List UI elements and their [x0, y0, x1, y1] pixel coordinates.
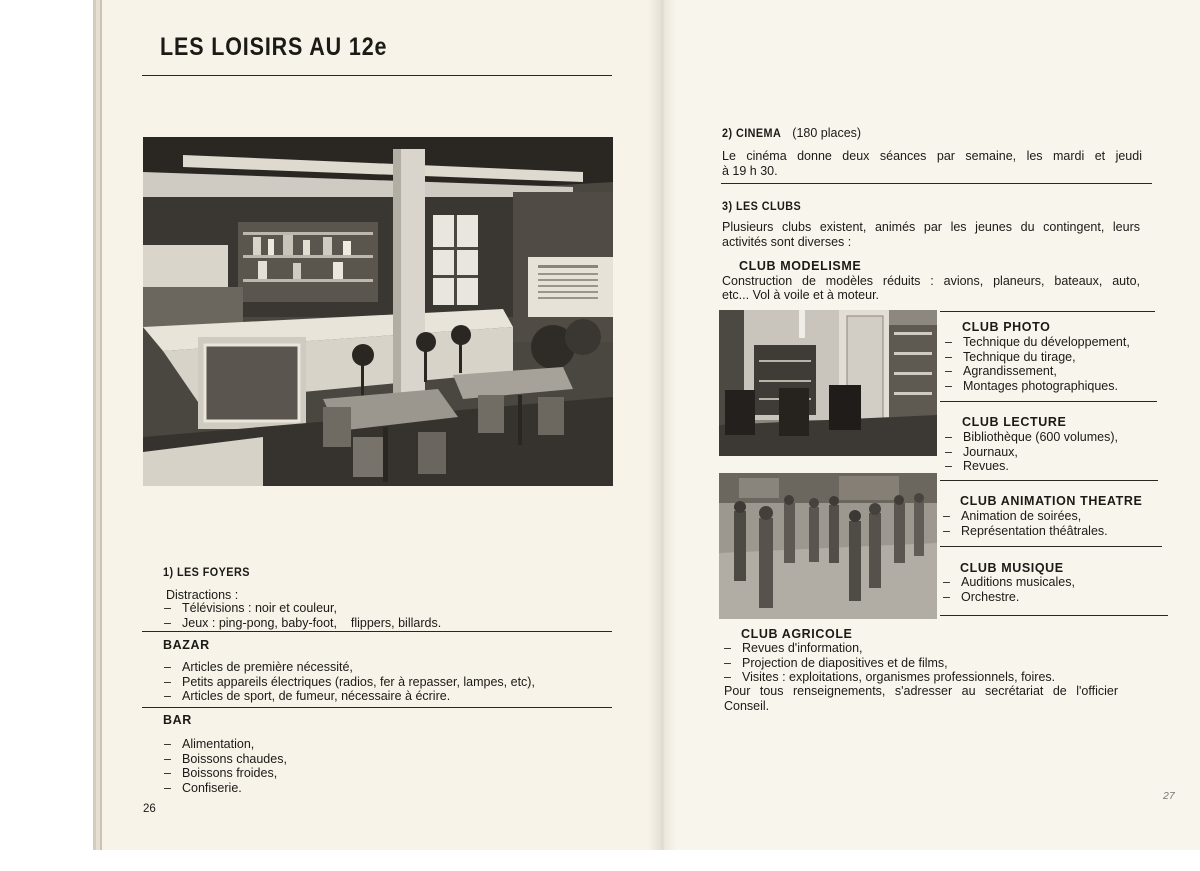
list-item: – Montages photographiques.	[945, 379, 1130, 394]
cinema-heading-line	[722, 124, 861, 142]
list-item: – Bibliothèque (600 volumes),	[945, 430, 1118, 445]
list-item: – Revues.	[945, 459, 1118, 474]
bazar-list	[164, 660, 535, 704]
list-item: – Orchestre.	[943, 590, 1075, 605]
foyers-list	[164, 601, 441, 630]
clubs-intro-line1: Plusieurs clubs existent, animés par les jeunes du contingent, leurs	[722, 220, 1140, 234]
musique-heading: CLUB MUSIQUE	[960, 561, 1064, 575]
modelisme-line1: Construction de modèles réduits : avions, planeurs, bateaux, auto,	[722, 274, 1140, 288]
foyers-intro: Distractions :	[166, 588, 239, 602]
agricole-closing-line2: Conseil.	[724, 699, 770, 713]
list-item: – Confiserie.	[164, 781, 287, 796]
lecture-rule	[940, 480, 1158, 481]
list-item: – Projection de diapositives et de films,	[724, 656, 1055, 671]
list-item: – Revues d'information,	[724, 641, 1055, 656]
foyer-bar-photo	[143, 137, 613, 486]
library-illustration	[719, 310, 937, 456]
list-item: – Visites : exploitations, organismes professionnels, foires.	[724, 670, 1055, 685]
theatre-heading: CLUB ANIMATION THEATRE	[960, 494, 1143, 508]
bazar-heading: BAZAR	[163, 638, 210, 652]
clubs-intro-line2: activités sont diverses :	[722, 235, 852, 249]
photo-heading: CLUB PHOTO	[962, 320, 1051, 334]
page-number-left: 26	[143, 803, 156, 815]
lecture-list	[945, 430, 1118, 474]
list-item: – Jeux : ping-pong, baby-foot, flippers, billards.	[164, 616, 441, 631]
list-item: – Représentation théâtrales.	[943, 524, 1108, 539]
photo-rule	[940, 401, 1157, 402]
musique-list	[943, 575, 1075, 604]
list-item: – Auditions musicales,	[943, 575, 1075, 590]
list-item: – Boissons chaudes,	[164, 752, 287, 767]
bar-list	[164, 737, 287, 795]
list-item: – Alimentation,	[164, 737, 287, 752]
foyers-rule	[142, 631, 612, 632]
agricole-closing-line1: Pour tous renseignements, s'adresser au secrétariat de l'officier	[724, 684, 1118, 698]
cinema-rule	[721, 183, 1152, 184]
modelisme-heading: CLUB MODELISME	[739, 259, 862, 273]
group-soldiers-photo	[719, 473, 937, 619]
theatre-list	[943, 509, 1108, 538]
list-item: – Articles de sport, de fumeur, nécessaire à écrire.	[164, 689, 535, 704]
clubs-heading: 3) LES CLUBS	[722, 199, 802, 213]
page-title: LES LOISIRS AU 12e	[160, 33, 388, 61]
list-item: – Technique du développement,	[945, 335, 1130, 350]
photo-top-rule	[940, 311, 1155, 312]
book-gutter	[648, 0, 676, 850]
list-item: – Articles de première nécessité,	[164, 660, 535, 675]
list-item: – Technique du tirage,	[945, 350, 1130, 365]
agricole-list	[724, 641, 1055, 685]
cinema-text-line2: à 19 h 30.	[722, 164, 778, 178]
list-item: – Animation de soirées,	[943, 509, 1108, 524]
page-number-right: 27	[1163, 790, 1175, 802]
bazar-rule	[142, 707, 612, 708]
title-rule	[142, 75, 612, 76]
lecture-heading: CLUB LECTURE	[962, 415, 1067, 429]
musique-rule	[940, 615, 1168, 616]
agricole-heading: CLUB AGRICOLE	[741, 627, 853, 641]
library-photo	[719, 310, 937, 456]
list-item: – Journaux,	[945, 445, 1118, 460]
cinema-heading: 2) CINEMA	[722, 126, 782, 140]
bar-heading: BAR	[163, 713, 192, 727]
foyer-bar-illustration	[143, 137, 613, 486]
photo-list	[945, 335, 1130, 393]
soldiers-illustration	[719, 473, 937, 619]
cinema-text-line1: Le cinéma donne deux séances par semaine, les mardi et jeudi	[722, 149, 1142, 163]
list-item: – Télévisions : noir et couleur,	[164, 601, 441, 616]
theatre-rule	[940, 546, 1162, 547]
cinema-places: (180 places)	[792, 126, 862, 140]
list-item: – Petits appareils électriques (radios, fer à repasser, lampes, etc),	[164, 675, 535, 690]
list-item: – Boissons froides,	[164, 766, 287, 781]
foyers-heading: 1) LES FOYERS	[163, 565, 250, 579]
list-item: – Agrandissement,	[945, 364, 1130, 379]
modelisme-line2: etc... Vol à voile et à moteur.	[722, 288, 880, 302]
